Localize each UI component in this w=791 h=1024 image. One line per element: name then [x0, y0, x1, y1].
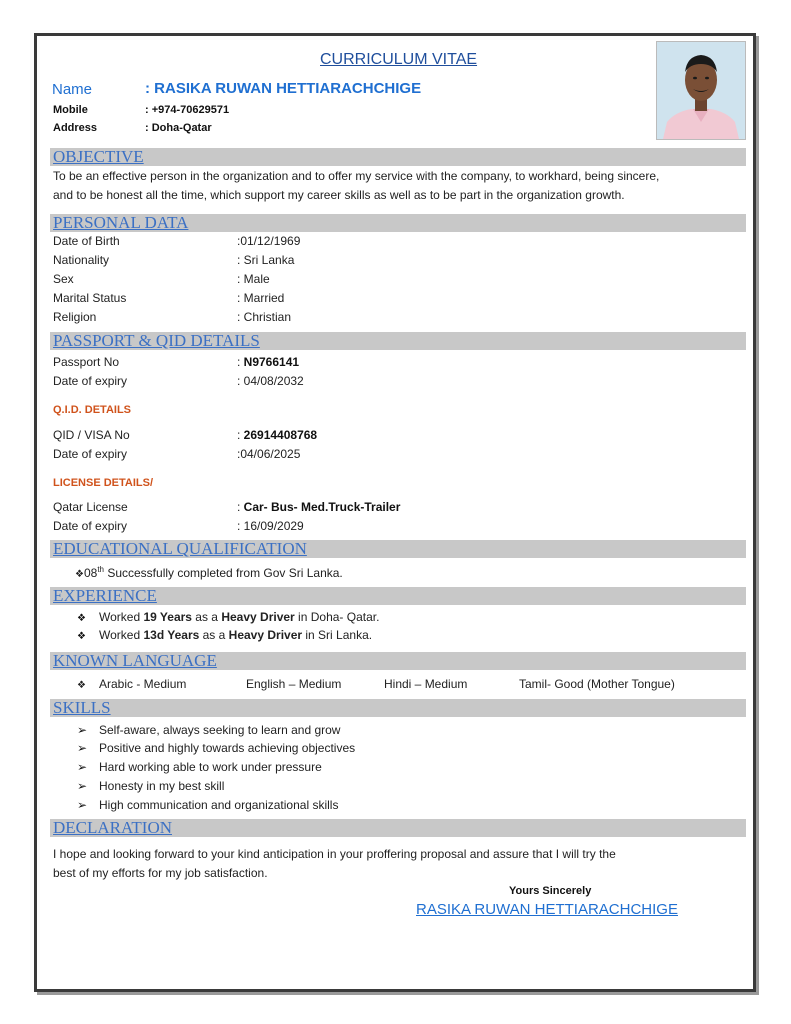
license-label: Qatar License	[53, 500, 128, 514]
license-expiry-value: : 16/09/2029	[237, 519, 304, 533]
section-bar-personal-data	[50, 214, 746, 232]
skill-item-5: ➢ High communication and organizational skills	[77, 798, 339, 812]
section-bar-skills	[50, 699, 746, 717]
address-label: Address	[53, 122, 98, 134]
qid-expiry-label: Date of expiry	[53, 447, 128, 461]
language-english: English – Medium	[246, 677, 342, 691]
diamond-bullet-icon: ❖	[77, 613, 86, 624]
marital-status-value: : Married	[237, 291, 285, 305]
license-expiry-label: Date of expiry	[53, 519, 128, 533]
section-heading-personal-data: PERSONAL DATA	[53, 213, 189, 232]
dob-label: Date of Birth	[53, 234, 120, 248]
closing-text: Yours Sincerely	[509, 885, 592, 897]
arrow-bullet-icon: ➢	[77, 723, 88, 737]
section-heading-objective: OBJECTIVE	[53, 147, 144, 166]
language-arabic: Arabic - Medium	[99, 677, 187, 691]
document-title: CURRICULUM VITAE	[320, 51, 478, 68]
section-bar-declaration	[50, 819, 746, 837]
name-value: : RASIKA RUWAN HETTIARACHCHIGE	[145, 80, 422, 97]
mobile-label: Mobile	[53, 104, 88, 116]
skill-item-1: ➢ Self-aware, always seeking to learn and grow	[77, 723, 341, 737]
sex-value: : Male	[237, 272, 270, 286]
qid-expiry-value: :04/06/2025	[237, 447, 301, 461]
section-heading-education: EDUCATIONAL QUALIFICATION	[53, 539, 307, 558]
section-heading-passport: PASSPORT & QID DETAILS	[53, 331, 260, 350]
section-bar-experience	[50, 587, 746, 605]
nationality-value: : Sri Lanka	[237, 253, 295, 267]
declaration-text	[53, 845, 745, 883]
language-bullet	[77, 677, 86, 691]
qid-value: : 26914408768	[237, 428, 318, 442]
diamond-bullet-icon: ❖	[77, 631, 86, 642]
section-bar-education	[50, 540, 746, 558]
nationality-label: Nationality	[53, 253, 110, 267]
passport-no-value: : N9766141	[237, 355, 300, 369]
signature-name: RASIKA RUWAN HETTIARACHCHIGE	[416, 901, 678, 918]
section-bar-passport	[50, 332, 746, 350]
section-heading-languages: KNOWN LANGUAGE	[53, 651, 217, 670]
address-value: : Doha-Qatar	[145, 122, 212, 134]
skill-item-2: ➢ Positive and highly towards achieving objectives	[77, 741, 356, 755]
experience-item-2: ❖ Worked 13d Years as a Heavy Driver in Sri Lanka.	[77, 628, 373, 642]
passport-expiry-label: Date of expiry	[53, 374, 128, 388]
religion-label: Religion	[53, 310, 97, 324]
diamond-bullet-icon: ❖	[75, 569, 84, 580]
diamond-bullet-icon: ❖	[77, 680, 86, 691]
marital-status-label: Marital Status	[53, 291, 127, 305]
sex-label: Sex	[53, 272, 74, 286]
objective-line-2: and to be honest all the time, which support my career skills as well as to be part in the organization growth.	[53, 188, 625, 202]
mobile-value: : +974-70629571	[145, 104, 230, 116]
language-hindi: Hindi – Medium	[384, 677, 468, 691]
arrow-bullet-icon: ➢	[77, 760, 88, 774]
passport-no-label: Passport No	[53, 355, 120, 369]
skill-item-3: ➢ Hard working able to work under pressure	[77, 760, 322, 774]
section-heading-declaration: DECLARATION	[53, 818, 172, 837]
portrait-image	[657, 42, 745, 139]
qid-label: QID / VISA No	[53, 428, 130, 442]
section-bar-objective	[50, 148, 746, 166]
objective-text	[53, 167, 745, 205]
education-item: ❖08th Successfully completed from Gov Sri Lanka.	[75, 565, 343, 580]
dob-value: :01/12/1969	[237, 234, 301, 248]
arrow-bullet-icon: ➢	[77, 779, 88, 793]
qid-subheading: Q.I.D. DETAILS	[53, 404, 132, 416]
religion-value: : Christian	[237, 310, 292, 324]
section-bar-languages	[50, 652, 746, 670]
profile-photo	[656, 41, 746, 140]
license-value: : Car- Bus- Med.Truck-Trailer	[237, 500, 401, 514]
section-heading-experience: EXPERIENCE	[53, 586, 157, 605]
declaration-line-2: best of my efforts for my job satisfaction.	[53, 866, 268, 880]
skill-item-4: ➢ Honesty in my best skill	[77, 779, 225, 793]
name-label: Name	[52, 81, 93, 98]
passport-expiry-value: : 04/08/2032	[237, 374, 304, 388]
arrow-bullet-icon: ➢	[77, 741, 88, 755]
declaration-line-1: I hope and looking forward to your kind anticipation in your proffering proposal and assure that I will try the	[53, 847, 616, 861]
arrow-bullet-icon: ➢	[77, 798, 88, 812]
language-tamil: Tamil- Good (Mother Tongue)	[519, 677, 675, 691]
objective-line-1: To be an effective person in the organization and to offer my service with the company, to workhard, being sincere,	[53, 169, 660, 183]
experience-item-1: ❖ Worked 19 Years as a Heavy Driver in Doha- Qatar.	[77, 610, 380, 624]
section-heading-skills: SKILLS	[53, 698, 111, 717]
license-subheading: LICENSE DETAILS/	[53, 477, 154, 489]
